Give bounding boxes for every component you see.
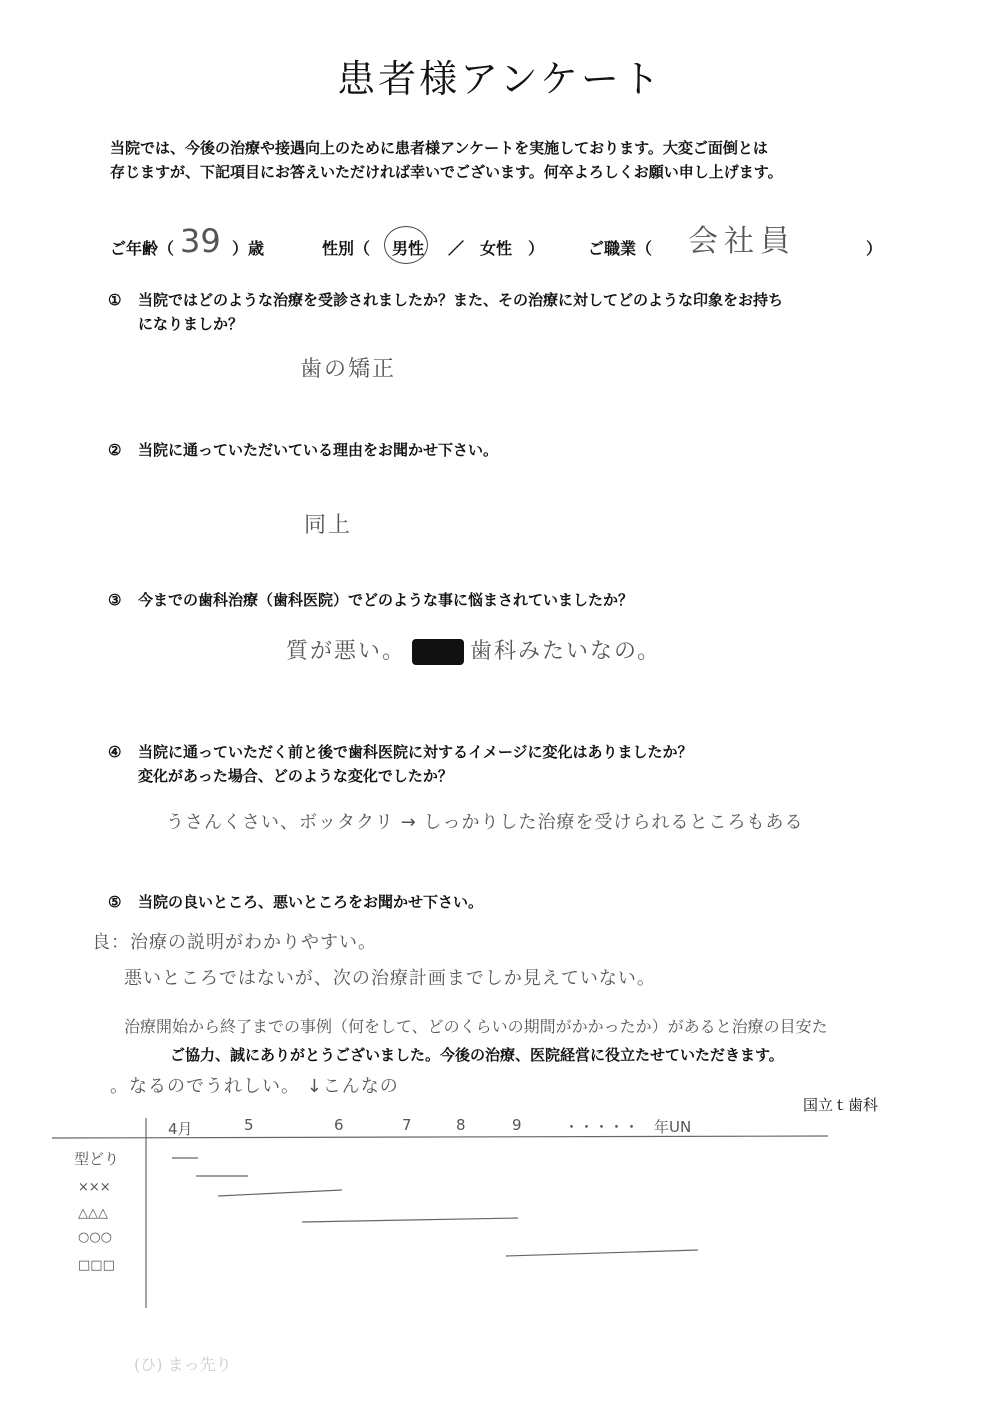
age-label: ご年齢（ [110, 239, 175, 258]
gender-male: 男性 [392, 239, 425, 258]
question-5-number: ⑤ [108, 893, 122, 911]
job-label: ご職業（ [588, 239, 653, 258]
age-value: 39 [180, 222, 221, 260]
answer-5-line-3: 治療開始から終了までの事例（何をして、どのくらいの期間がかかったか）があると治療の目安た [124, 1017, 828, 1036]
sketch-month-end: 年UN [654, 1118, 692, 1136]
sketch-month-3: 6 [334, 1116, 344, 1134]
answer-1: 歯の矯正 [300, 357, 397, 382]
sketch-month-1: 4月 [168, 1120, 193, 1138]
answer-5-line-4: 。なるのでうれしい。 ↓こんなの [110, 1076, 399, 1097]
sketch-month-2: 5 [244, 1116, 254, 1134]
sketch-row-label-1: 型どり [74, 1150, 120, 1168]
question-2-line-1: 当院に通っていただいている理由をお聞かせ下さい。 [138, 441, 499, 459]
job-value: 会社員 [688, 224, 796, 259]
sketch-month-5: 8 [456, 1116, 466, 1134]
question-4-line-1: 当院に通っていただく前と後で歯科医院に対するイメージに変化はありましたか？ [138, 743, 693, 761]
question-4-line-2: 変化があった場合、どのような変化でしたか？ [138, 767, 453, 785]
sketch-ellipsis: ・・・・・ [564, 1118, 640, 1136]
sketch-bar-4 [302, 1218, 518, 1222]
gender-close: ） [528, 239, 545, 258]
clinic-name: 国立ｔ歯科 [803, 1096, 879, 1114]
answer-5-line-2: 悪いところではないが、次の治療計画までしか見えていない。 [124, 968, 656, 989]
answer-5-line-1: 良：治療の説明がわかりやすい。 [92, 932, 377, 953]
sketch-row-label-3: △△△ [78, 1206, 108, 1221]
gender-label: 性別（ [322, 239, 371, 258]
question-3-line-1: 今までの歯科治療（歯科医院）でどのような事に悩まされていましたか？ [138, 591, 634, 609]
sketch-month-6: 9 [512, 1116, 522, 1134]
answer-3-before: 質が悪い。 [286, 639, 407, 664]
answer-4: うさんくさい、ボッタクリ → しっかりした治療を受けられるところもある [166, 812, 804, 833]
age-unit: ）歳 [232, 239, 265, 258]
question-2-number: ② [108, 441, 122, 459]
closing-message: ご協力、誠にありがとうございました。今後の治療、医院経営に役立たせていただきます。 [170, 1046, 784, 1064]
intro-line-1: 当院では、今後の治療や接遇向上のために患者様アンケートを実施しております。大変ご面倒とは [110, 139, 768, 157]
question-3-number: ③ [108, 591, 122, 609]
sketch-row-label-4: ○○○ [78, 1230, 113, 1245]
question-5-line-1: 当院の良いところ、悪いところをお聞かせ下さい。 [138, 893, 484, 911]
answer-2: 同上 [304, 513, 353, 538]
sketch-month-4: 7 [402, 1116, 412, 1134]
question-4-number: ④ [108, 743, 122, 761]
sketch-row-label-2: ××× [78, 1180, 111, 1195]
answer-3-after: 歯科みたいなの。 [470, 639, 662, 664]
gender-separator: ／ [448, 239, 465, 258]
sketch-bar-5 [506, 1250, 698, 1256]
gender-female: 女性 [480, 239, 513, 258]
faint-bleedthrough-text: (ひ) まっ先り [134, 1355, 232, 1374]
sketch-bar-3 [218, 1190, 342, 1196]
question-1-number: ① [108, 291, 122, 309]
sketch-row-label-5: □□□ [78, 1258, 115, 1273]
question-1-line-2: になりましか？ [138, 315, 244, 333]
job-close: ） [866, 239, 883, 258]
page-title: 患者様アンケート [337, 57, 663, 101]
intro-line-2: 存じますが、下記項目にお答えいただければ幸いでございます。何卒よろしくお願い申し上げます。 [110, 163, 783, 181]
question-1-line-1: 当院ではどのような治療を受診されましたか？また、その治療に対してどのような印象をお持ち [138, 291, 784, 309]
